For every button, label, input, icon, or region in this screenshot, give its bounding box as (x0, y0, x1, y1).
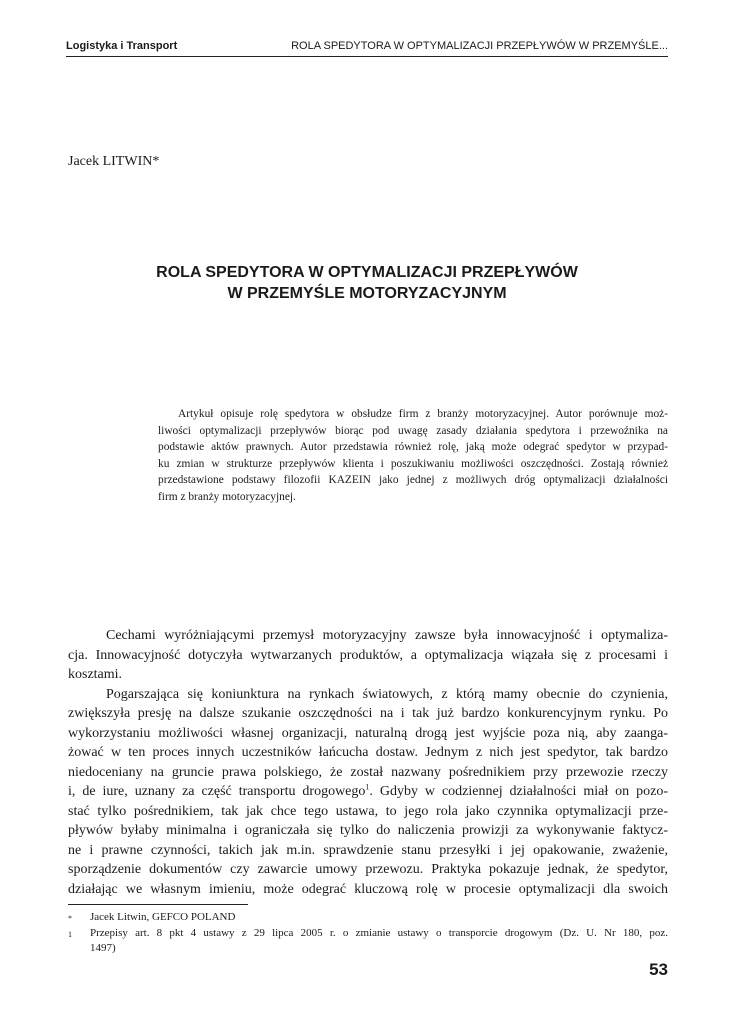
footnote-line: 1497) (90, 942, 116, 954)
footnote-text (90, 926, 668, 956)
article-title (66, 262, 668, 304)
body-line: Pogarszająca się koniunktura na rynkach światowych, z którą mamy obecnie do czynienia, (106, 686, 668, 702)
abstract-line: Artykuł opisuje rolę spedytora w obsłudze firm z branży motoryzacyjnej. Autor porównuje moż- (178, 408, 668, 420)
footnote-text (90, 910, 668, 926)
footnote-rule (68, 904, 248, 905)
abstract-line: ku zmian w strukturze przepływów klienta i poszukiwaniu możliwości oszczędności. Zostają również (158, 457, 668, 470)
running-header-journal: Logistyka i Transport (66, 40, 178, 52)
body-line: stać tylko pośrednikiem, tak jak chce tego ustawa, to jego rola jako czynnika optymalizacji prze- (68, 803, 668, 819)
abstract-line: liwości optymalizacji przepływów biorąc pod uwagę zasady działania spedytora i przewoźnika na (158, 424, 668, 437)
body-line: pływów byłaby minimalna i ograniczała się tylko do naliczenia prowizji za wykonywanie faktycz- (68, 823, 668, 838)
footnote-line: Przepisy art. 8 pkt 4 ustawy z 29 lipca 2005 r. o zmianie ustawy o transporcie drogowym (Dz. U. Nr 180, poz. (90, 927, 668, 939)
footnote-mark: 1 (68, 930, 72, 939)
header-rule (66, 56, 668, 57)
body-text-segment: . Gdyby w codziennej działalności miał on pozo- (369, 784, 668, 799)
abstract-line: firm z branży motoryzacyjnej. (158, 490, 296, 503)
body-line: wykorzystaniu możliwości własnej organizacji, naturalną drogą jest wyjście poza nią, aby zaanga- (68, 725, 668, 741)
body-text (68, 626, 668, 899)
article-title-line: W PRZEMYŚLE MOTORYZACYJNYM (227, 285, 507, 302)
author-name: Jacek LITWIN* (68, 154, 160, 169)
footnote-reference: 1 (365, 782, 370, 792)
body-line: działając we własnym imieniu, może odegrać kluczową rolę w procesie optymalizacji dla swoich (68, 881, 668, 897)
footnotes (68, 910, 668, 956)
body-line: kosztami. (68, 667, 123, 682)
body-line: ne i prawne czynności, takich jak m.in. sprawdzenie stanu przesyłki i jej opakowanie, zważenie, (68, 842, 668, 858)
body-line: sporządzenie dokumentów czy zawarcie umowy przewozu. Praktyka pokazuje jednak, że spedytor, (68, 862, 668, 877)
body-line (68, 782, 668, 802)
body-line: cja. Innowacyjność dotyczyła wytwarzanych produktów, a optymalizacja wiązała się z procesami i (68, 647, 668, 663)
page-number: 53 (649, 960, 668, 979)
body-line: zwiększyła presję na dalsze szukanie oszczędności na i tak już bardzo konkurencyjnym rynku. Po (68, 706, 668, 721)
body-text-segment: i, de iure, uznany za część transportu drogowego (68, 784, 366, 799)
body-line: żować w ten proces innych uczestników łańcucha dostaw. Jednym z nich jest spedytor, tak bardzo (68, 745, 668, 760)
body-line: niedoceniany na gruncie prawa polskiego, że został nazwany pośrednikiem przy przewozie rzeczy (68, 764, 668, 780)
footnote (68, 910, 668, 926)
body-line: Cechami wyróżniającymi przemysł motoryzacyjny zawsze była innowacyjność i optymaliza- (106, 628, 668, 643)
abstract (158, 406, 668, 505)
abstract-line: przedstawione podstawy filozofii KAZEIN jako jednej z możliwych dróg optymalizacji działalności (158, 474, 668, 486)
footnote (68, 926, 668, 956)
abstract-line: podstawie aktów prawnych. Autor przedstawia również rolę, jaką może odegrać spedytor w przypad- (158, 441, 668, 453)
article-title-line: ROLA SPEDYTORA W OPTYMALIZACJI PRZEPŁYWÓW (156, 264, 578, 281)
footnote-mark: * (68, 914, 72, 923)
footnote-line: Jacek Litwin, GEFCO POLAND (90, 911, 236, 923)
running-header-title: ROLA SPEDYTORA W OPTYMALIZACJI PRZEPŁYWÓW W PRZEMYŚLE... (291, 40, 668, 52)
